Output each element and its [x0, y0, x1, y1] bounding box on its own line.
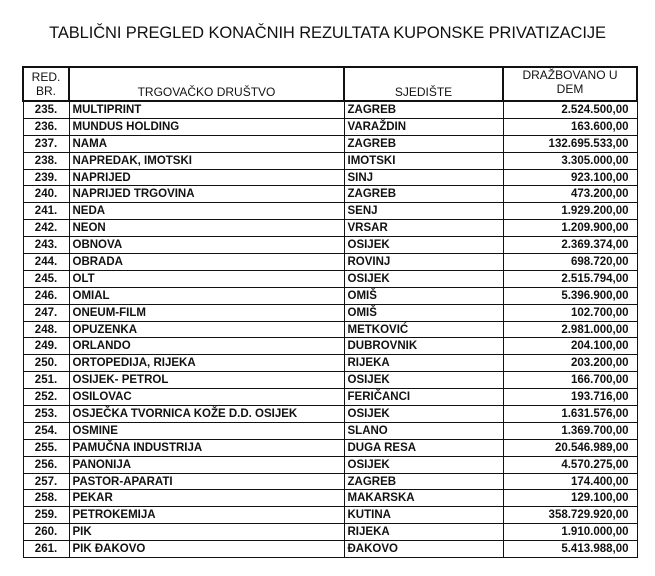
- cell-sjediste: SINJ: [344, 169, 503, 186]
- cell-sjediste: VRSAR: [344, 220, 503, 237]
- document-title: TABLIČNI PREGLED KONAČNIH REZULTATA KUPONSKE PRIVATIZACIJE: [49, 24, 606, 42]
- table-row: [23, 507, 637, 524]
- cell-drazbovano: 2.981.000,00: [503, 321, 637, 338]
- table-header-row: [23, 67, 637, 101]
- cell-drazbovano: 1.209.900,00: [503, 220, 637, 237]
- cell-red-br: 256.: [23, 456, 69, 473]
- table-row: [23, 254, 637, 271]
- cell-drustvo: PAMUČNA INDUSTRIJA: [69, 439, 344, 456]
- cell-drustvo: OPUZENKA: [69, 321, 344, 338]
- cell-sjediste: OMIŠ: [344, 287, 503, 304]
- cell-sjediste: ZAGREB: [344, 473, 503, 490]
- cell-drazbovano: 129.100,00: [503, 490, 637, 507]
- cell-drazbovano: 1.369.700,00: [503, 422, 637, 439]
- table-row: [23, 203, 637, 220]
- cell-sjediste: ZAGREB: [344, 135, 503, 152]
- table-body: [23, 101, 637, 558]
- cell-drazbovano: 1.929.200,00: [503, 203, 637, 220]
- cell-red-br: 249.: [23, 338, 69, 355]
- cell-drustvo: ONEUM-FILM: [69, 304, 344, 321]
- cell-drazbovano: 163.600,00: [503, 118, 637, 135]
- cell-drustvo: NEDA: [69, 203, 344, 220]
- cell-drazbovano: 102.700,00: [503, 304, 637, 321]
- cell-sjediste: OMIŠ: [344, 304, 503, 321]
- table-row: [23, 524, 637, 541]
- cell-red-br: 237.: [23, 135, 69, 152]
- table-row: [23, 490, 637, 507]
- table-row: [23, 135, 637, 152]
- cell-drustvo: PETROKEMIJA: [69, 507, 344, 524]
- cell-drustvo: MUNDUS HOLDING: [69, 118, 344, 135]
- header-sjediste: SJEDIŠTE: [344, 67, 503, 101]
- table-row: [23, 406, 637, 423]
- cell-drazbovano: 132.695.533,00: [503, 135, 637, 152]
- table-row: [23, 270, 637, 287]
- cell-drazbovano: 358.729.920,00: [503, 507, 637, 524]
- cell-sjediste: RIJEKA: [344, 355, 503, 372]
- cell-red-br: 248.: [23, 321, 69, 338]
- cell-sjediste: ROVINJ: [344, 254, 503, 271]
- cell-red-br: 243.: [23, 237, 69, 254]
- table-row: [23, 338, 637, 355]
- cell-red-br: 245.: [23, 270, 69, 287]
- cell-red-br: 253.: [23, 406, 69, 423]
- table-row: [23, 101, 637, 118]
- cell-sjediste: OSIJEK: [344, 456, 503, 473]
- cell-drazbovano: 2.524.500,00: [503, 101, 637, 118]
- header-red-br: [23, 67, 69, 101]
- cell-red-br: 241.: [23, 203, 69, 220]
- cell-sjediste: OSIJEK: [344, 270, 503, 287]
- cell-drazbovano: 3.305.000,00: [503, 152, 637, 169]
- cell-sjediste: IMOTSKI: [344, 152, 503, 169]
- cell-red-br: 247.: [23, 304, 69, 321]
- cell-drustvo: ORLANDO: [69, 338, 344, 355]
- table-row: [23, 321, 637, 338]
- table-row: [23, 169, 637, 186]
- header-red-br-line1: RED.: [31, 69, 61, 84]
- cell-drustvo: OSJEČKA TVORNICA KOŽE D.D. OSIJEK: [69, 406, 344, 423]
- table-row: [23, 372, 637, 389]
- cell-drazbovano: 193.716,00: [503, 389, 637, 406]
- cell-red-br: 261.: [23, 541, 69, 558]
- cell-drazbovano: 174.400,00: [503, 473, 637, 490]
- cell-drustvo: OSIJEK- PETROL: [69, 372, 344, 389]
- cell-red-br: 257.: [23, 473, 69, 490]
- cell-drustvo: NAPREDAK, IMOTSKI: [69, 152, 344, 169]
- cell-red-br: 250.: [23, 355, 69, 372]
- cell-sjediste: KUTINA: [344, 507, 503, 524]
- cell-sjediste: VARAŽDIN: [344, 118, 503, 135]
- cell-drazbovano: 698.720,00: [503, 254, 637, 271]
- cell-drazbovano: 4.570.275,00: [503, 456, 637, 473]
- cell-sjediste: ĐAKOVO: [344, 541, 503, 558]
- cell-red-br: 242.: [23, 220, 69, 237]
- cell-drustvo: NAMA: [69, 135, 344, 152]
- table-row: [23, 541, 637, 558]
- cell-sjediste: DUGA RESA: [344, 439, 503, 456]
- cell-drustvo: PIK ĐAKOVO: [69, 541, 344, 558]
- cell-drazbovano: 204.100,00: [503, 338, 637, 355]
- cell-red-br: 255.: [23, 439, 69, 456]
- cell-drazbovano: 5.413.988,00: [503, 541, 637, 558]
- cell-sjediste: OSIJEK: [344, 372, 503, 389]
- cell-drustvo: PASTOR-APARATI: [69, 473, 344, 490]
- cell-red-br: 246.: [23, 287, 69, 304]
- table-row: [23, 473, 637, 490]
- cell-drustvo: NEON: [69, 220, 344, 237]
- table-row: [23, 118, 637, 135]
- cell-sjediste: SLANO: [344, 422, 503, 439]
- table-row: [23, 439, 637, 456]
- cell-sjediste: OSIJEK: [344, 406, 503, 423]
- cell-drazbovano: 1.631.576,00: [503, 406, 637, 423]
- cell-drustvo: OBNOVA: [69, 237, 344, 254]
- cell-sjediste: METKOVIĆ: [344, 321, 503, 338]
- header-drazbovano: [503, 67, 637, 101]
- cell-red-br: 239.: [23, 169, 69, 186]
- cell-drustvo: PANONIJA: [69, 456, 344, 473]
- cell-sjediste: FERIČANCI: [344, 389, 503, 406]
- cell-drazbovano: 923.100,00: [503, 169, 637, 186]
- cell-drustvo: MULTIPRINT: [69, 101, 344, 118]
- cell-red-br: 244.: [23, 254, 69, 271]
- cell-drazbovano: 5.396.900,00: [503, 287, 637, 304]
- header-drazbovano-line2: DEM: [556, 82, 584, 96]
- table-row: [23, 220, 637, 237]
- cell-drazbovano: 203.200,00: [503, 355, 637, 372]
- table-row: [23, 304, 637, 321]
- cell-drazbovano: 1.910.000,00: [503, 524, 637, 541]
- cell-sjediste: ZAGREB: [344, 101, 503, 118]
- table-row: [23, 422, 637, 439]
- header-red-br-line2: BR.: [35, 83, 56, 98]
- cell-drustvo: PEKAR: [69, 490, 344, 507]
- cell-red-br: 235.: [23, 101, 69, 118]
- table-row: [23, 287, 637, 304]
- cell-red-br: 252.: [23, 389, 69, 406]
- cell-drustvo: OLT: [69, 270, 344, 287]
- cell-drazbovano: 20.546.989,00: [503, 439, 637, 456]
- cell-drustvo: OSMINE: [69, 422, 344, 439]
- cell-drazbovano: 473.200,00: [503, 186, 637, 203]
- cell-red-br: 254.: [23, 422, 69, 439]
- cell-drustvo: OMIAL: [69, 287, 344, 304]
- cell-drustvo: NAPRIJED: [69, 169, 344, 186]
- table-row: [23, 152, 637, 169]
- cell-drazbovano: 2.515.794,00: [503, 270, 637, 287]
- cell-sjediste: ZAGREB: [344, 186, 503, 203]
- cell-drustvo: PIK: [69, 524, 344, 541]
- cell-drustvo: ORTOPEDIJA, RIJEKA: [69, 355, 344, 372]
- cell-drazbovano: 2.369.374,00: [503, 237, 637, 254]
- cell-red-br: 260.: [23, 524, 69, 541]
- table-row: [23, 186, 637, 203]
- table-row: [23, 355, 637, 372]
- header-drustvo: TRGOVAČKO DRUŠTVO: [69, 67, 344, 101]
- results-table: [22, 66, 638, 558]
- table-row: [23, 389, 637, 406]
- cell-drustvo: NAPRIJED TRGOVINA: [69, 186, 344, 203]
- cell-drazbovano: 166.700,00: [503, 372, 637, 389]
- cell-sjediste: RIJEKA: [344, 524, 503, 541]
- table-row: [23, 237, 637, 254]
- cell-sjediste: OSIJEK: [344, 237, 503, 254]
- cell-red-br: 238.: [23, 152, 69, 169]
- cell-red-br: 258.: [23, 490, 69, 507]
- cell-red-br: 259.: [23, 507, 69, 524]
- cell-red-br: 236.: [23, 118, 69, 135]
- table-row: [23, 456, 637, 473]
- cell-sjediste: DUBROVNIK: [344, 338, 503, 355]
- cell-drustvo: OBRADA: [69, 254, 344, 271]
- cell-drustvo: OSILOVAC: [69, 389, 344, 406]
- cell-red-br: 251.: [23, 372, 69, 389]
- cell-sjediste: MAKARSKA: [344, 490, 503, 507]
- cell-red-br: 240.: [23, 186, 69, 203]
- cell-sjediste: SENJ: [344, 203, 503, 220]
- header-drazbovano-line1: DRAŽBOVANO U: [522, 68, 618, 82]
